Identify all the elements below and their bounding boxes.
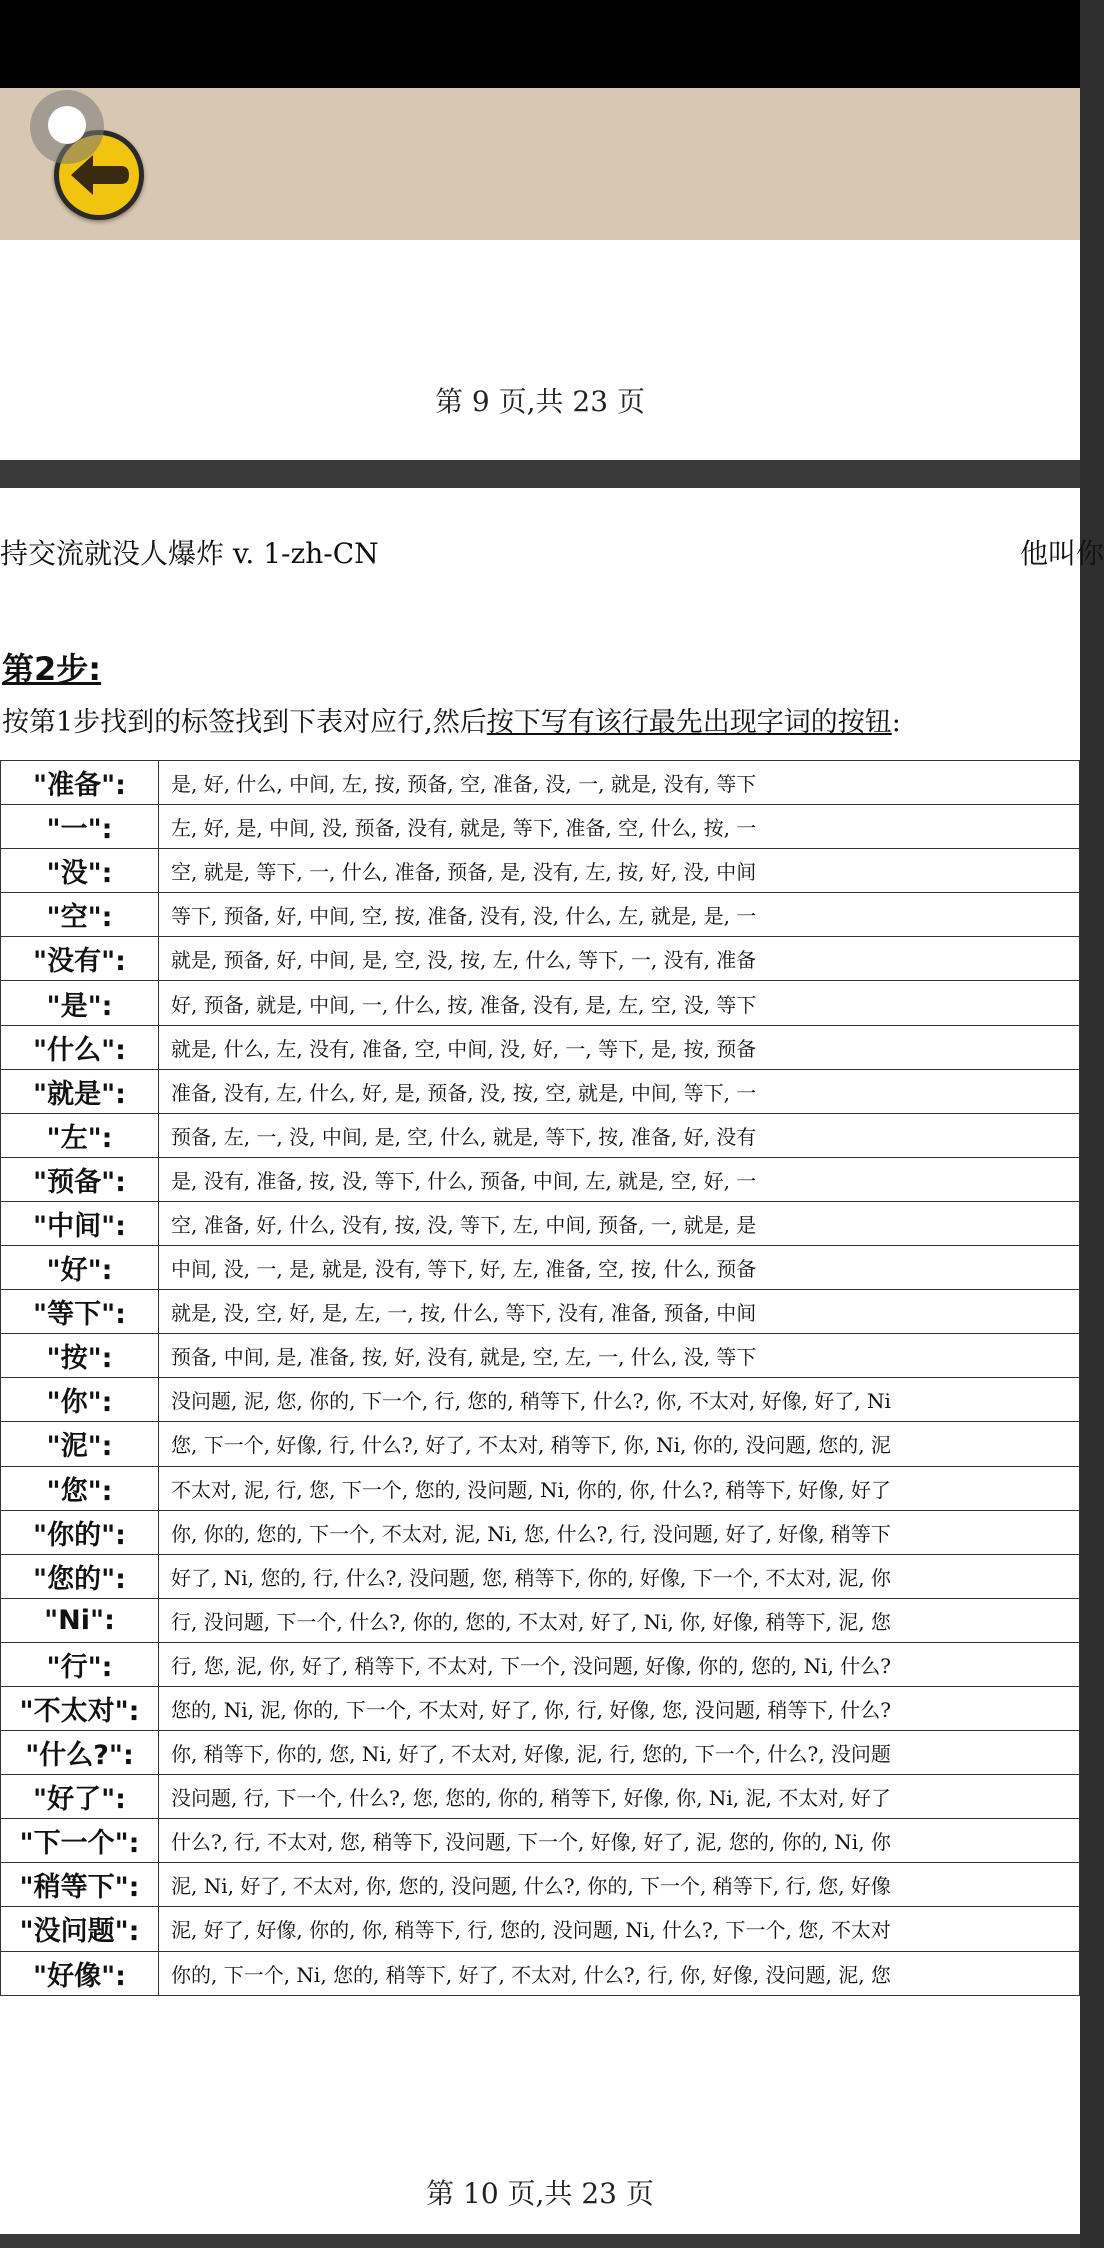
row-word-list: 泥, 好了, 好像, 你的, 你, 稍等下, 行, 您的, 没问题, Ni, 什么?, 下一个, 您, 不太对 bbox=[159, 1907, 1080, 1951]
table-row bbox=[1, 849, 1080, 893]
row-word-list: 就是, 什么, 左, 没有, 准备, 空, 中间, 没, 好, 一, 等下, 是, 按, 预备 bbox=[159, 1025, 1080, 1069]
table-row bbox=[1, 1951, 1080, 1995]
row-label: "空": bbox=[1, 893, 159, 937]
step-title: 第2步: bbox=[2, 650, 102, 688]
row-label: "什么": bbox=[1, 1025, 159, 1069]
row-word-list: 没问题, 泥, 您, 你的, 下一个, 行, 您的, 稍等下, 什么?, 你, 不太对, 好像, 好了, Ni bbox=[159, 1378, 1080, 1422]
row-word-list: 预备, 左, 一, 没, 中间, 是, 空, 什么, 就是, 等下, 按, 准备, 好, 没有 bbox=[159, 1113, 1080, 1157]
row-word-list: 你, 稍等下, 你的, 您, Ni, 好了, 不太对, 好像, 泥, 行, 您的, 下一个, 什么?, 没问题 bbox=[159, 1731, 1080, 1775]
instruction-emphasis: 按下写有该行最先出现字词的按钮 bbox=[486, 707, 892, 738]
row-word-list: 中间, 没, 一, 是, 就是, 没有, 等下, 好, 左, 准备, 空, 按, 什么, 预备 bbox=[159, 1246, 1080, 1290]
document-page-10 bbox=[0, 488, 1104, 2234]
row-label: "好": bbox=[1, 1246, 159, 1290]
table-row bbox=[1, 981, 1080, 1025]
table-row bbox=[1, 937, 1080, 981]
row-label: "你的": bbox=[1, 1510, 159, 1554]
row-word-list: 行, 您, 泥, 你, 好了, 稍等下, 不太对, 下一个, 没问题, 好像, 你的, 您的, Ni, 什么? bbox=[159, 1642, 1080, 1686]
table-row bbox=[1, 1642, 1080, 1686]
row-word-list: 是, 好, 什么, 中间, 左, 按, 预备, 空, 准备, 没, 一, 就是, 没有, 等下 bbox=[159, 761, 1080, 805]
table-row bbox=[1, 1157, 1080, 1201]
row-label: "预备": bbox=[1, 1157, 159, 1201]
row-word-list: 预备, 中间, 是, 准备, 按, 好, 没有, 就是, 空, 左, 一, 什么, 没, 等下 bbox=[159, 1334, 1080, 1378]
row-word-list: 准备, 没有, 左, 什么, 好, 是, 预备, 没, 按, 空, 就是, 中间, 等下, 一 bbox=[159, 1069, 1080, 1113]
row-label: "没问题": bbox=[1, 1907, 159, 1951]
row-label: "等下": bbox=[1, 1290, 159, 1334]
reader-toolbar bbox=[0, 88, 1080, 240]
row-label: "没": bbox=[1, 849, 159, 893]
row-label: "按": bbox=[1, 1334, 159, 1378]
document-page-9 bbox=[0, 240, 1080, 460]
row-label: "稍等下": bbox=[1, 1863, 159, 1907]
table-row bbox=[1, 1246, 1080, 1290]
row-label: "是": bbox=[1, 981, 159, 1025]
table-row bbox=[1, 1334, 1080, 1378]
instruction-colon: : bbox=[891, 707, 901, 738]
table-row bbox=[1, 1686, 1080, 1730]
row-label: "好了": bbox=[1, 1775, 159, 1819]
row-word-list: 等下, 预备, 好, 中间, 空, 按, 准备, 没有, 没, 什么, 左, 就是, 是, 一 bbox=[159, 893, 1080, 937]
page-divider bbox=[0, 460, 1080, 488]
lookup-table bbox=[0, 760, 1080, 1996]
row-word-list: 空, 就是, 等下, 一, 什么, 准备, 预备, 是, 没有, 左, 按, 好, 没, 中间 bbox=[159, 849, 1080, 893]
document-header-right: 他叫你 bbox=[1020, 537, 1104, 570]
row-word-list: 好, 预备, 就是, 中间, 一, 什么, 按, 准备, 没有, 是, 左, 空, 没, 等下 bbox=[159, 981, 1080, 1025]
table-row bbox=[1, 1907, 1080, 1951]
table-row bbox=[1, 1510, 1080, 1554]
row-label: "你": bbox=[1, 1378, 159, 1422]
row-label: "下一个": bbox=[1, 1819, 159, 1863]
row-word-list: 你, 你的, 您的, 下一个, 不太对, 泥, Ni, 您, 什么?, 行, 没问题, 好了, 好像, 稍等下 bbox=[159, 1510, 1080, 1554]
row-word-list: 泥, Ni, 好了, 不太对, 你, 您的, 没问题, 什么?, 你的, 下一个, 稍等下, 行, 您, 好像 bbox=[159, 1863, 1080, 1907]
step-instruction bbox=[2, 700, 901, 739]
instruction-text: 按第1步找到的标签找到下表对应行,然后 bbox=[2, 707, 487, 738]
row-label: "没有": bbox=[1, 937, 159, 981]
table-row bbox=[1, 1731, 1080, 1775]
table-row bbox=[1, 893, 1080, 937]
row-word-list: 不太对, 泥, 行, 您, 下一个, 您的, 没问题, Ni, 你的, 你, 什么?, 稍等下, 好像, 好了 bbox=[159, 1466, 1080, 1510]
table-row bbox=[1, 1113, 1080, 1157]
table-row bbox=[1, 1554, 1080, 1598]
row-label: "准备": bbox=[1, 761, 159, 805]
row-label: "泥": bbox=[1, 1422, 159, 1466]
table-row bbox=[1, 805, 1080, 849]
row-word-list: 行, 没问题, 下一个, 什么?, 你的, 您的, 不太对, 好了, Ni, 你, 好像, 稍等下, 泥, 您 bbox=[159, 1598, 1080, 1642]
table-row bbox=[1, 1598, 1080, 1642]
row-label: "中间": bbox=[1, 1201, 159, 1245]
table-row bbox=[1, 1863, 1080, 1907]
document-header-title: 持交流就没人爆炸 v. 1-zh-CN bbox=[0, 537, 379, 570]
table-row bbox=[1, 761, 1080, 805]
row-label: "左": bbox=[1, 1113, 159, 1157]
row-label: "什么?": bbox=[1, 1731, 159, 1775]
page-footer: 第 10 页,共 23 页 bbox=[426, 2177, 654, 2210]
row-label: "Ni": bbox=[1, 1598, 159, 1642]
table-row bbox=[1, 1819, 1080, 1863]
table-row bbox=[1, 1422, 1080, 1466]
row-word-list: 您, 下一个, 好像, 行, 什么?, 好了, 不太对, 稍等下, 你, Ni, 你的, 没问题, 您的, 泥 bbox=[159, 1422, 1080, 1466]
row-word-list: 空, 准备, 好, 什么, 没有, 按, 没, 等下, 左, 中间, 预备, 一, 就是, 是 bbox=[159, 1201, 1080, 1245]
table-row bbox=[1, 1290, 1080, 1334]
row-label: "好像": bbox=[1, 1951, 159, 1995]
status-bar bbox=[0, 0, 1080, 88]
row-label: "不太对": bbox=[1, 1686, 159, 1730]
table-row bbox=[1, 1069, 1080, 1113]
row-word-list: 没问题, 行, 下一个, 什么?, 您, 您的, 你的, 稍等下, 好像, 你, Ni, 泥, 不太对, 好了 bbox=[159, 1775, 1080, 1819]
table-row bbox=[1, 1025, 1080, 1069]
row-word-list: 您的, Ni, 泥, 你的, 下一个, 不太对, 好了, 你, 行, 好像, 您, 没问题, 稍等下, 什么? bbox=[159, 1686, 1080, 1730]
row-label: "您的": bbox=[1, 1554, 159, 1598]
row-word-list: 就是, 预备, 好, 中间, 是, 空, 没, 按, 左, 什么, 等下, 一, 没有, 准备 bbox=[159, 937, 1080, 981]
row-word-list: 你的, 下一个, Ni, 您的, 稍等下, 好了, 不太对, 什么?, 行, 你, 好像, 没问题, 泥, 您 bbox=[159, 1951, 1080, 1995]
row-word-list: 左, 好, 是, 中间, 没, 预备, 没有, 就是, 等下, 准备, 空, 什么, 按, 一 bbox=[159, 805, 1080, 849]
row-word-list: 好了, Ni, 您的, 行, 什么?, 没问题, 您, 稍等下, 你的, 好像, 下一个, 不太对, 泥, 你 bbox=[159, 1554, 1080, 1598]
row-label: "一": bbox=[1, 805, 159, 849]
page-footer: 第 9 页,共 23 页 bbox=[435, 385, 645, 418]
row-word-list: 什么?, 行, 不太对, 您, 稍等下, 没问题, 下一个, 好像, 好了, 泥, 您的, 你的, Ni, 你 bbox=[159, 1819, 1080, 1863]
table-row bbox=[1, 1466, 1080, 1510]
table-row bbox=[1, 1378, 1080, 1422]
table-row bbox=[1, 1775, 1080, 1819]
floating-assist-button[interactable] bbox=[30, 90, 104, 164]
row-word-list: 就是, 没, 空, 好, 是, 左, 一, 按, 什么, 等下, 没有, 准备, 预备, 中间 bbox=[159, 1290, 1080, 1334]
page-divider bbox=[0, 2234, 1080, 2248]
row-word-list: 是, 没有, 准备, 按, 没, 等下, 什么, 预备, 中间, 左, 就是, 空, 好, 一 bbox=[159, 1157, 1080, 1201]
row-label: "您": bbox=[1, 1466, 159, 1510]
row-label: "行": bbox=[1, 1642, 159, 1686]
table-row bbox=[1, 1201, 1080, 1245]
row-label: "就是": bbox=[1, 1069, 159, 1113]
